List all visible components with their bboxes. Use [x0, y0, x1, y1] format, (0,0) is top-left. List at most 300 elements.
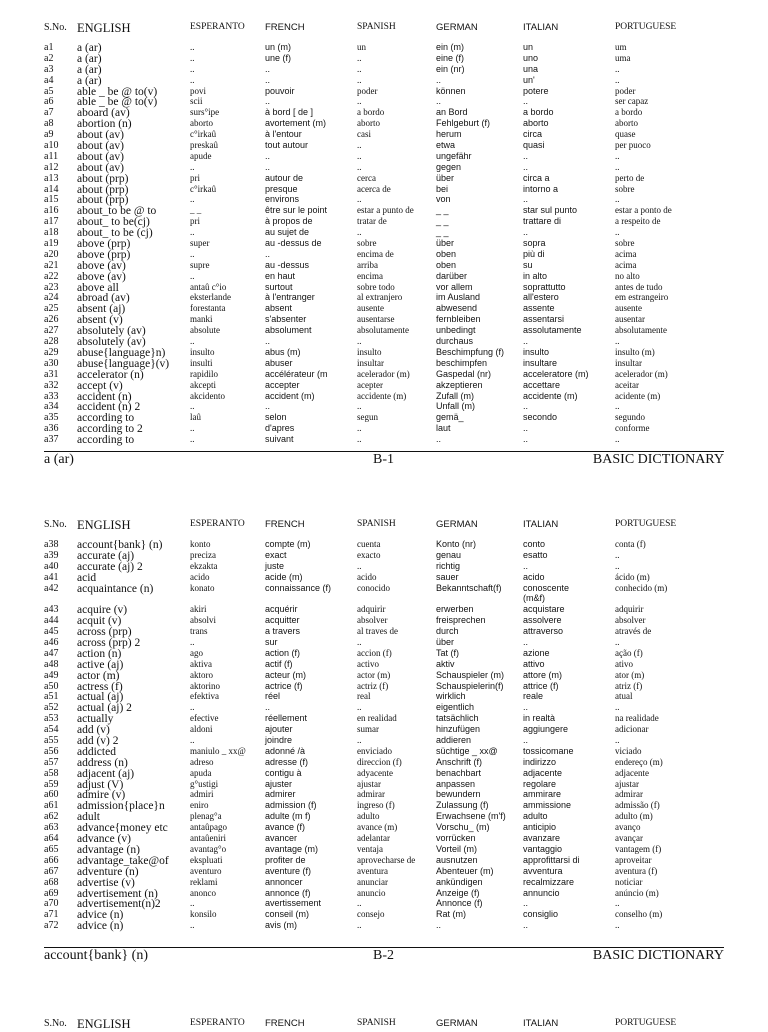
entry-esperanto: insulto — [190, 346, 215, 357]
entry-portuguese: aventura (f) — [615, 865, 658, 876]
entry-portuguese: ator (m) — [615, 669, 645, 680]
entry-esperanto: antaû c°io — [190, 281, 227, 292]
entry-sno: a57 — [44, 756, 59, 768]
entry-english: add (v) 2 — [77, 735, 119, 748]
entry-french: être sur le point — [265, 205, 328, 216]
entry-french: juste — [265, 560, 285, 571]
entry-italian: attraverso — [523, 626, 564, 637]
entry-row — [0, 866, 768, 877]
entry-italian: sopra — [523, 238, 546, 249]
entry-english: a (ar) — [77, 63, 102, 76]
entry-spanish: absolutamente — [357, 325, 409, 336]
entry-row — [0, 681, 768, 692]
entry-sno: a12 — [44, 161, 59, 173]
entry-esperanto: rapidilo — [190, 368, 218, 379]
entry-spanish: insulto — [357, 346, 382, 357]
entry-spanish: exacto — [357, 549, 381, 560]
entry-italian: conoscente — [523, 582, 570, 593]
entry-german: .. — [436, 96, 442, 107]
entry-italian: .. — [523, 401, 529, 412]
entry-spanish: acerca de — [357, 183, 391, 194]
entry-portuguese: .. — [615, 336, 620, 347]
entry-french: sur — [265, 637, 278, 648]
entry-italian: insulto — [523, 346, 550, 357]
entry-italian: attrice (f) — [523, 680, 559, 691]
entry-english: about (av) — [77, 150, 124, 163]
entry-spanish: .. — [357, 637, 362, 648]
footer-guide-word: a (ar) — [44, 452, 74, 467]
entry-esperanto: .. — [190, 336, 195, 347]
entry-sno: a9 — [44, 129, 54, 141]
entry-row — [0, 626, 768, 637]
entry-english: advantage (n) — [77, 843, 140, 856]
entry-portuguese: quase — [615, 129, 636, 140]
entry-german: tatsächlich — [436, 713, 479, 724]
entry-sno: a55 — [44, 735, 59, 747]
entry-row — [0, 800, 768, 811]
entry-esperanto: anonco — [190, 887, 216, 898]
entry-italian: regolare — [523, 778, 557, 789]
entry-row — [0, 888, 768, 899]
entry-sno: a45 — [44, 626, 59, 638]
entry-french: admission (f) — [265, 800, 317, 811]
entry-portuguese: per puoco — [615, 140, 651, 151]
entry-sno: a62 — [44, 811, 59, 823]
entry-sno: a18 — [44, 227, 59, 239]
entry-row — [0, 833, 768, 844]
entry-french: accepter — [265, 379, 300, 390]
entry-portuguese: adquirir — [615, 604, 644, 615]
column-header-row — [0, 1018, 768, 1032]
header-spanish: SPANISH — [357, 519, 396, 529]
entry-german: gemä_ — [436, 412, 464, 423]
entry-french: acquérir — [265, 604, 298, 615]
entry-spanish: .. — [357, 96, 362, 107]
entry-portuguese: ausente — [615, 303, 642, 314]
entry-german: an Bord — [436, 107, 468, 118]
entry-sno: a7 — [44, 107, 54, 119]
entry-french: environs — [265, 194, 300, 205]
entry-english: abuse{language}n) — [77, 346, 166, 359]
entry-portuguese: .. — [615, 63, 620, 74]
entry-english: about (av) — [77, 161, 124, 174]
header-sno: S.No. — [44, 22, 67, 33]
entry-row — [0, 380, 768, 391]
entry-esperanto: supre — [190, 259, 210, 270]
entry-esperanto: absolvi — [190, 615, 216, 626]
entry-row — [0, 615, 768, 626]
entry-row — [0, 539, 768, 550]
entry-sno: a58 — [44, 767, 59, 779]
entry-english: advance{money etc — [77, 822, 168, 835]
entry-spanish: enviciado — [357, 745, 392, 756]
entry-row — [0, 637, 768, 648]
entry-sno: a42 — [44, 582, 59, 594]
entry-spanish: activo — [357, 658, 379, 669]
entry-italian: circa a — [523, 172, 550, 183]
entry-esperanto: aventuro — [190, 865, 222, 876]
entry-english: advice (n) — [77, 909, 124, 922]
entry-italian: aggiungere — [523, 724, 569, 735]
entry-sno: a59 — [44, 778, 59, 790]
entry-english: acid — [77, 571, 97, 584]
entry-list — [0, 42, 768, 445]
entry-row — [0, 768, 768, 779]
entry-portuguese: noticiar — [615, 876, 643, 887]
entry-italian: circa — [523, 129, 543, 140]
entry-esperanto: .. — [190, 423, 195, 434]
entry-english: about (av) — [77, 129, 124, 142]
entry-portuguese: no alto — [615, 270, 640, 281]
entry-french: exact — [265, 549, 287, 560]
entry-german: süchtige _ xx@ — [436, 745, 498, 756]
entry-spanish: aborto — [357, 118, 380, 129]
entry-english: abuse{language}(v) — [77, 357, 170, 370]
entry-spanish: arriba — [357, 259, 378, 270]
entry-row — [0, 314, 768, 325]
entry-sno: a22 — [44, 270, 59, 282]
entry-esperanto: c°irkaû — [190, 183, 217, 194]
entry-row — [0, 53, 768, 64]
entry-sno: a5 — [44, 85, 54, 97]
footer-guide-word: account{bank} (n) — [44, 948, 149, 963]
entry-spanish: al traves de — [357, 626, 398, 637]
entry-french: réel — [265, 691, 281, 702]
entry-sno: a72 — [44, 920, 59, 932]
header-portuguese: PORTUGUESE — [615, 1018, 677, 1028]
entry-row — [0, 757, 768, 768]
entry-row — [0, 550, 768, 561]
entry-german: ausnutzen — [436, 854, 478, 865]
entry-esperanto: adreso — [190, 756, 214, 767]
entry-french: compte (m) — [265, 539, 311, 549]
entry-portuguese: conhecido (m) — [615, 582, 668, 593]
entry-esperanto: .. — [190, 637, 195, 648]
entry-italian: consiglio — [523, 909, 559, 920]
entry-french: à propos de — [265, 216, 313, 227]
entry-sno: a25 — [44, 303, 59, 315]
entry-english: acquire (v) — [77, 604, 128, 617]
entry-portuguese: aproveitar — [615, 854, 652, 865]
entry-german: von — [436, 194, 451, 205]
entry-french: acquitter — [265, 615, 300, 626]
entry-sno: a37 — [44, 434, 59, 446]
entry-sno: a17 — [44, 216, 59, 228]
entry-esperanto: .. — [190, 52, 195, 63]
entry-french: connaissance (f) — [265, 582, 332, 593]
entry-german: beschimpfen — [436, 357, 488, 368]
entry-esperanto: admiri — [190, 789, 214, 800]
entry-german: vorrücken — [436, 833, 476, 844]
entry-esperanto: akcepti — [190, 379, 216, 390]
entry-french: un (m) — [265, 42, 292, 52]
dictionary-page-3 — [0, 1018, 768, 1032]
header-esperanto: ESPERANTO — [190, 519, 245, 529]
entry-spanish: actor (m) — [357, 669, 391, 680]
entry-sno: a52 — [44, 702, 59, 714]
entry-italian: (m&f) — [523, 593, 545, 604]
entry-spanish: .. — [357, 423, 362, 434]
entry-portuguese: aceitar — [615, 379, 639, 390]
entry-spanish: .. — [357, 702, 362, 713]
entry-english: add (v) — [77, 724, 110, 737]
entry-esperanto: .. — [190, 434, 195, 445]
entry-portuguese: atriz (f) — [615, 680, 643, 691]
entry-italian: ammirare — [523, 789, 562, 800]
entry-german: oben — [436, 248, 457, 259]
entry-italian: secondo — [523, 412, 558, 423]
entry-sno: a40 — [44, 560, 59, 572]
entry-german: ein (m) — [436, 42, 465, 52]
entry-italian: .. — [523, 637, 529, 648]
entry-portuguese: ser capaz — [615, 96, 649, 107]
entry-sno: a11 — [44, 150, 59, 162]
entry-esperanto: apude — [190, 150, 212, 161]
entry-sno: a8 — [44, 118, 54, 130]
entry-row — [0, 789, 768, 800]
entry-french: tout autour — [265, 140, 309, 151]
entry-portuguese: .. — [615, 74, 620, 85]
entry-french: absent — [265, 303, 293, 314]
entry-portuguese: avançar — [615, 833, 643, 844]
entry-english: advantage_take@of — [77, 854, 169, 867]
entry-row — [0, 877, 768, 888]
entry-row — [0, 659, 768, 670]
entry-sno: a53 — [44, 713, 59, 725]
footer-page-number: B-2 — [373, 948, 394, 963]
entry-english: about (av) — [77, 140, 124, 153]
entry-french: avance (f) — [265, 822, 306, 833]
entry-german: über — [436, 637, 455, 648]
entry-spanish: .. — [357, 898, 362, 909]
column-header-row — [0, 519, 768, 533]
entry-portuguese: .. — [615, 434, 620, 445]
entry-italian: acceleratore (m) — [523, 368, 589, 379]
entry-sno: a47 — [44, 647, 59, 659]
entry-english: address (n) — [77, 756, 128, 769]
entry-french: .. — [265, 336, 271, 347]
entry-italian: .. — [523, 336, 529, 347]
entry-english: about (prp) — [77, 172, 129, 185]
entry-spanish: .. — [357, 560, 362, 571]
entry-spanish: aprovecharse de — [357, 854, 416, 865]
entry-sno: a39 — [44, 549, 59, 561]
entry-english: accident (n) 2 — [77, 401, 141, 414]
entry-esperanto: .. — [190, 74, 195, 85]
entry-portuguese: um — [615, 42, 627, 52]
entry-row — [0, 724, 768, 735]
entry-english: accept (v) — [77, 379, 123, 392]
entry-esperanto: aborto — [190, 118, 213, 129]
entry-italian: annuncio — [523, 887, 560, 898]
entry-portuguese: .. — [615, 161, 620, 172]
header-french: FRENCH — [265, 1018, 305, 1029]
entry-german: hinzufügen — [436, 724, 481, 735]
entry-english: acquit (v) — [77, 615, 122, 628]
entry-portuguese: absolver — [615, 615, 646, 626]
entry-spanish: ajustar — [357, 778, 381, 789]
entry-row — [0, 844, 768, 855]
entry-spanish: .. — [357, 194, 362, 205]
entry-sno: a6 — [44, 96, 54, 108]
entry-english: according to — [77, 434, 135, 447]
entry-portuguese: .. — [615, 637, 620, 648]
header-french: FRENCH — [265, 22, 305, 33]
entry-row — [0, 412, 768, 423]
entry-spanish: adulto — [357, 811, 380, 822]
entry-esperanto: laû — [190, 412, 201, 423]
entry-german: .. — [436, 434, 442, 445]
entry-esperanto: surs°ipe — [190, 107, 220, 118]
entry-sno: a24 — [44, 292, 59, 304]
entry-french: d'apres — [265, 423, 295, 434]
entry-row — [0, 282, 768, 293]
entry-sno: a66 — [44, 854, 59, 866]
entry-english: absolutely (av) — [77, 325, 146, 338]
entry-german: etwa — [436, 140, 456, 151]
entry-french: actrice (f) — [265, 680, 303, 691]
entry-portuguese: .. — [615, 898, 620, 909]
entry-esperanto: aktorino — [190, 680, 220, 691]
entry-row — [0, 249, 768, 260]
entry-english: abroad (av) — [77, 292, 130, 305]
entry-portuguese: .. — [615, 920, 620, 931]
entry-spanish: insultar — [357, 357, 384, 368]
entry-row — [0, 64, 768, 75]
entry-sno: a19 — [44, 238, 59, 250]
entry-italian: insultare — [523, 357, 558, 368]
entry-sno: a34 — [44, 401, 59, 413]
header-english: ENGLISH — [77, 518, 131, 532]
header-german: GERMAN — [436, 1018, 478, 1029]
entry-esperanto: preciza — [190, 549, 216, 560]
entry-row — [0, 336, 768, 347]
dictionary-page-1 — [0, 22, 768, 445]
entry-spanish: tratar de — [357, 216, 387, 227]
entry-french: abuser — [265, 357, 293, 368]
entry-spanish: conocido — [357, 582, 390, 593]
entry-italian: a bordo — [523, 107, 554, 118]
entry-english: adult — [77, 811, 100, 824]
entry-italian: star sul punto — [523, 205, 578, 216]
entry-italian: accettare — [523, 379, 561, 390]
entry-row — [0, 129, 768, 140]
entry-row — [0, 648, 768, 659]
entry-italian: .. — [523, 96, 529, 107]
entry-english: aboard (av) — [77, 107, 130, 120]
entry-sno: a4 — [44, 74, 54, 86]
header-french: FRENCH — [265, 519, 305, 530]
entry-italian: intorno a — [523, 183, 559, 194]
entry-french: avertissement — [265, 898, 322, 909]
entry-italian: attore (m) — [523, 669, 563, 680]
entry-german: unbedingt — [436, 325, 476, 336]
entry-italian: avventura — [523, 865, 563, 876]
entry-german: Annonce (f) — [436, 898, 483, 909]
entry-portuguese: absolutamente — [615, 325, 667, 336]
entry-italian: .. — [523, 920, 529, 931]
entry-italian: più di — [523, 248, 545, 259]
entry-row — [0, 909, 768, 920]
entry-italian: aborto — [523, 118, 549, 129]
entry-sno: a64 — [44, 833, 59, 845]
entry-spanish: encima — [357, 270, 383, 281]
entry-german: Zufall (m) — [436, 390, 474, 401]
entry-german: können — [436, 85, 466, 96]
entry-english: absolutely (av) — [77, 336, 146, 349]
entry-esperanto: eksterlande — [190, 292, 231, 303]
entry-english: about (prp) — [77, 183, 129, 196]
header-german: GERMAN — [436, 22, 478, 33]
entry-row — [0, 713, 768, 724]
entry-sno: a31 — [44, 368, 59, 380]
entry-english: actual (aj) — [77, 691, 124, 704]
entry-italian: .. — [523, 150, 529, 161]
entry-english: addicted — [77, 745, 116, 758]
entry-german: wirklich — [436, 691, 466, 702]
entry-french: contigu à — [265, 767, 302, 778]
entry-esperanto: aktoro — [190, 669, 213, 680]
entry-row — [0, 735, 768, 746]
entry-spanish: ventaja — [357, 843, 383, 854]
entry-german: gegen — [436, 161, 462, 172]
entry-spanish: anuncio — [357, 887, 386, 898]
header-spanish: SPANISH — [357, 22, 396, 32]
entry-german: Vorteil (m) — [436, 843, 478, 854]
entry-german: Schauspieler (m) — [436, 669, 505, 680]
entry-sno: a69 — [44, 887, 59, 899]
entry-english: above (prp) — [77, 248, 131, 261]
entry-spanish: accion (f) — [357, 647, 392, 658]
entry-french: suivant — [265, 434, 294, 445]
entry-spanish: .. — [357, 336, 362, 347]
entry-row — [0, 118, 768, 129]
entry-english: advertisement(n)2 — [77, 898, 161, 911]
entry-esperanto: pri — [190, 172, 200, 183]
entry-german: ankündigen — [436, 876, 483, 887]
entry-esperanto: .. — [190, 161, 195, 172]
entry-italian: assentarsi — [523, 314, 565, 325]
entry-italian: adjacente — [523, 767, 563, 778]
entry-german: Beschimpfung (f) — [436, 346, 505, 357]
header-esperanto: ESPERANTO — [190, 1018, 245, 1028]
entry-esperanto: c°irkaû — [190, 129, 217, 140]
entry-italian: vantaggio — [523, 843, 563, 854]
entry-sno: a71 — [44, 909, 59, 921]
entry-row — [0, 358, 768, 369]
entry-german: _ _ — [436, 216, 449, 227]
entry-row — [0, 271, 768, 282]
header-english: ENGLISH — [77, 1017, 131, 1031]
entry-portuguese: adjacente — [615, 767, 649, 778]
entry-german: _ _ — [436, 227, 449, 238]
entry-english: advance (v) — [77, 833, 131, 846]
header-italian: ITALIAN — [523, 1018, 559, 1029]
entry-portuguese: conta (f) — [615, 539, 646, 549]
entry-german: über — [436, 238, 455, 249]
entry-esperanto: konto — [190, 539, 211, 549]
entry-sno: a46 — [44, 637, 59, 649]
entry-row — [0, 194, 768, 205]
entry-french: adresse (f) — [265, 756, 309, 767]
entry-english: about (prp) — [77, 194, 129, 207]
entry-esperanto: akcidento — [190, 390, 225, 401]
entry-french: accident (m) — [265, 390, 315, 401]
entry-portuguese: conselho (m) — [615, 909, 663, 920]
entry-english: abortion (n) — [77, 118, 132, 131]
entry-portuguese: poder — [615, 85, 636, 96]
entry-english: a (ar) — [77, 42, 102, 54]
